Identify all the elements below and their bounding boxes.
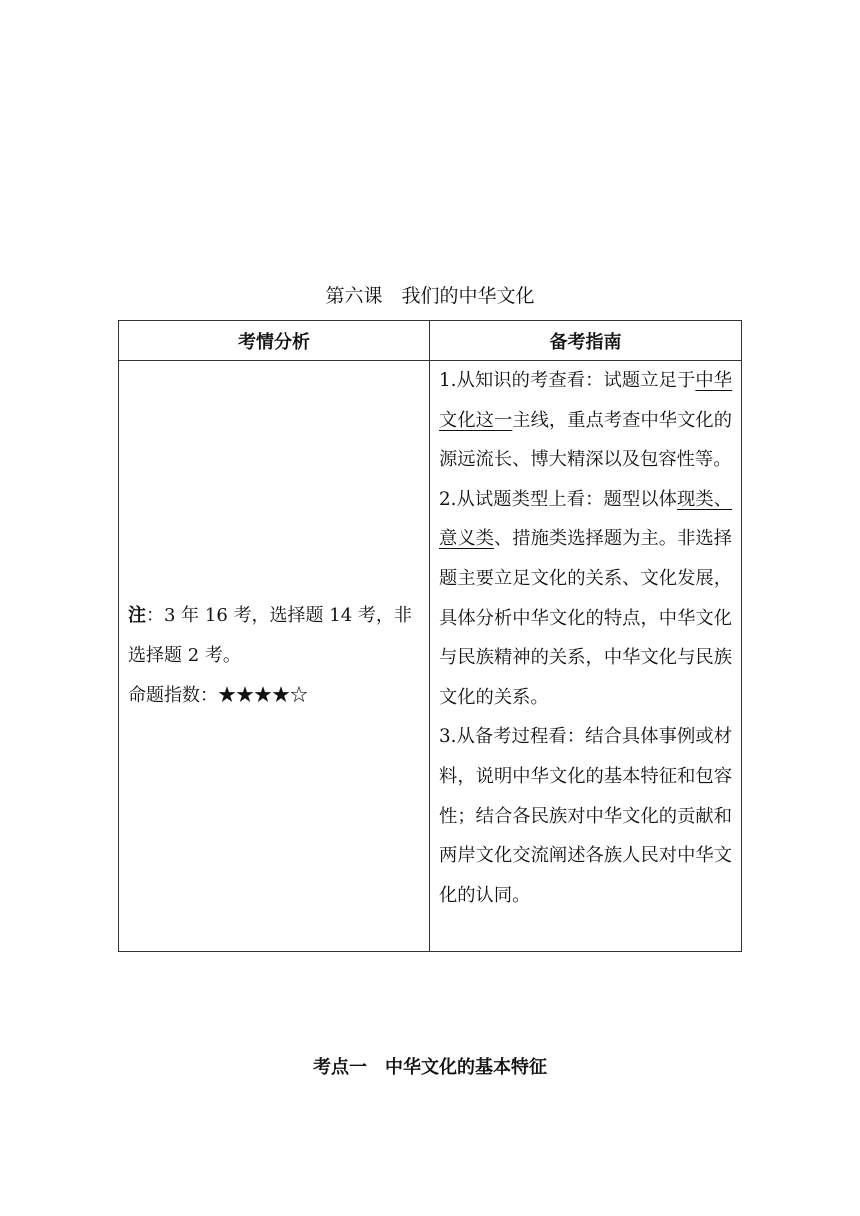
note-text: ：3 年 16 考，选择题 14 考，非选择题 2 考。 xyxy=(128,605,412,666)
rating-stars: ★★★★☆ xyxy=(218,685,308,706)
guide-paragraph-3: 3.从备考过程看：结合具体事例或材料，说明中华文化的基本特征和包容性；结合各民族对中华文化的贡献和两岸文化交流阐述各族人民对中华文化的认同。 xyxy=(439,726,732,906)
lesson-title: 第六课 我们的中华文化 xyxy=(325,285,535,307)
section-heading: 考点一 中华文化的基本特征 xyxy=(313,1057,547,1078)
question-index xyxy=(128,676,419,716)
guide-p2-underlined: 现类、意义类 xyxy=(439,488,732,550)
guide-p2-text-b: 、措施类选择题为主。非选择题主要立足文化的关系、文化发展，具体分析中华文化的特点，中华文化与民族精神的关系，中华文化与民族文化的关系。 xyxy=(439,528,733,708)
guide-p1-underlined: 中华文化这一 xyxy=(439,370,732,431)
table-body-row xyxy=(119,361,742,952)
exam-analysis-table xyxy=(118,320,742,952)
guide-paragraph-1 xyxy=(439,361,732,480)
header-exam-analysis: 考情分析 xyxy=(119,321,430,361)
index-label: 命题指数： xyxy=(128,685,218,706)
guide-p2-text-a: 2.从试题类型上看：题型以体 xyxy=(439,488,677,510)
exam-guide-cell xyxy=(430,361,742,952)
exam-frequency-note xyxy=(128,596,419,676)
guide-paragraph-2 xyxy=(439,480,732,718)
exam-analysis-cell xyxy=(119,361,430,952)
table-header-row xyxy=(119,321,742,361)
guide-p1-text-a: 1.从知识的考查看：试题立足于 xyxy=(439,370,696,391)
guide-p1-text-b: 主线，重点考查中华文化的源远流长、博大精深以及包容性等。 xyxy=(439,409,733,471)
note-label: 注 xyxy=(128,605,146,626)
header-exam-guide: 备考指南 xyxy=(430,321,742,361)
